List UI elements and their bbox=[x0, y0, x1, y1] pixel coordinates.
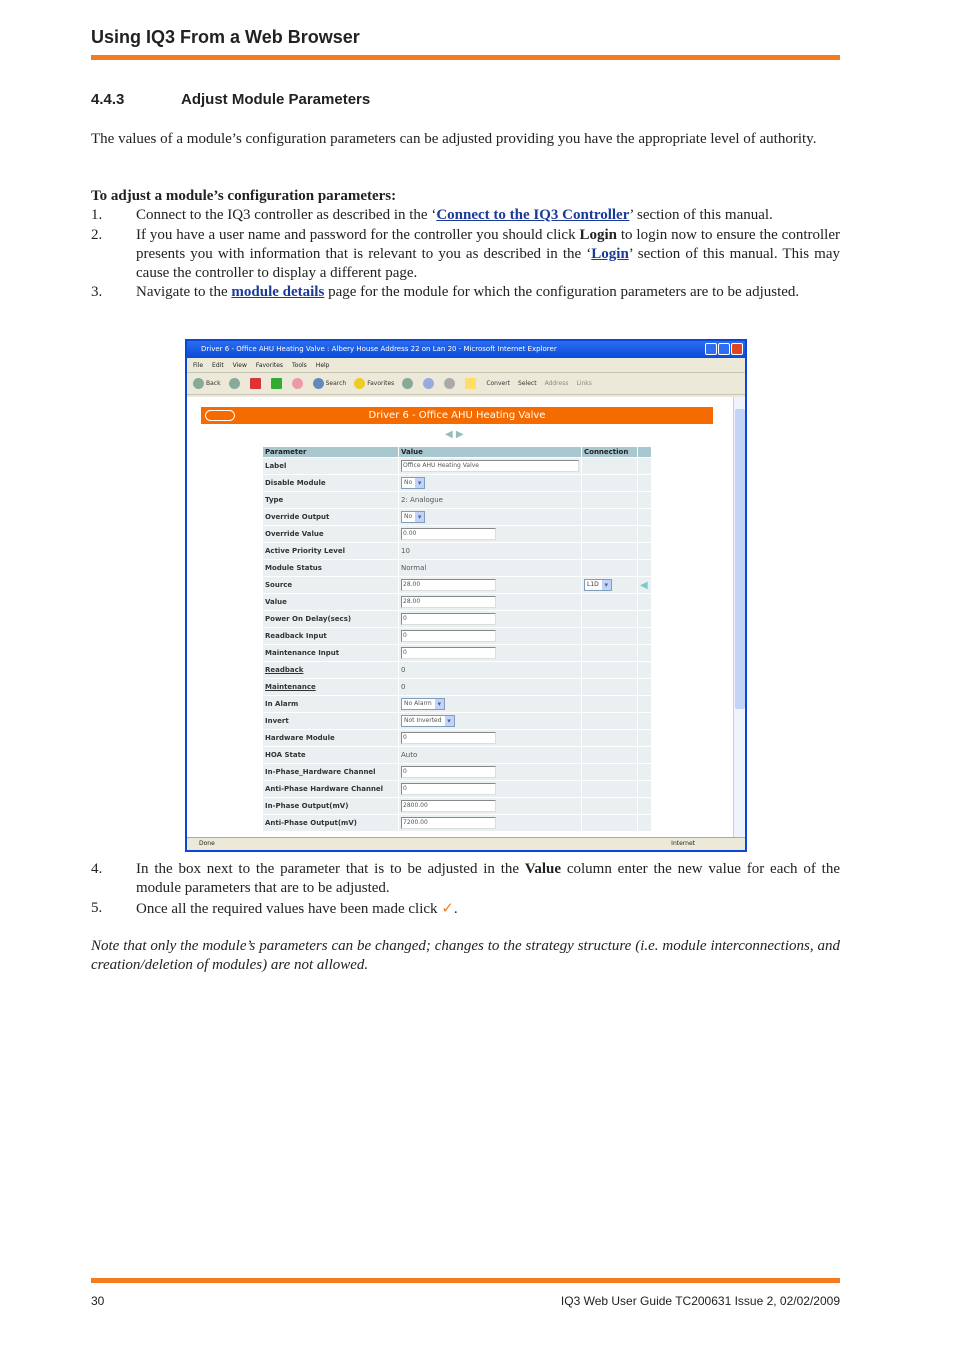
favorites-button[interactable] bbox=[354, 378, 394, 389]
table-row bbox=[263, 645, 651, 661]
step-text: ’ section of this manual. This may cause the controller to display a different page. bbox=[136, 246, 840, 281]
header-rule bbox=[91, 55, 840, 60]
parameter-label: Maintenance Input bbox=[263, 645, 398, 661]
notes-icon[interactable] bbox=[465, 378, 476, 389]
step-number: 2. bbox=[91, 227, 103, 243]
value-select[interactable] bbox=[401, 698, 445, 710]
print-icon[interactable] bbox=[444, 378, 455, 389]
table-row bbox=[263, 560, 651, 576]
parameter-label: Anti-Phase Output(mV) bbox=[263, 815, 398, 831]
parameter-label: Power On Delay(secs) bbox=[263, 611, 398, 627]
favorites-label: Favorites bbox=[367, 380, 395, 387]
parameter-label: Invert bbox=[263, 713, 398, 729]
parameter-label: Type bbox=[263, 492, 398, 508]
connection-cell bbox=[582, 560, 637, 576]
parameter-label: In-Phase Output(mV) bbox=[263, 798, 398, 814]
extra-cell bbox=[638, 611, 651, 627]
browser-window bbox=[185, 339, 747, 852]
col-connection: Connection bbox=[582, 447, 637, 457]
connection-cell bbox=[582, 628, 637, 644]
note: Note that only the module’s parameters can be changed; changes to the strategy structure (i.e. module interconnections, and creation/deletion of modules) are not allowed. bbox=[91, 938, 840, 973]
table-row bbox=[263, 628, 651, 644]
back-label: Back bbox=[206, 380, 221, 387]
connection-value: L1D bbox=[587, 581, 599, 588]
value-cell bbox=[399, 764, 581, 780]
step-text: to login now to ensure the controller presents you with information that is relevant to you as described in the ‘ bbox=[136, 227, 840, 262]
parameter-label: Source bbox=[263, 577, 398, 593]
connection-select[interactable] bbox=[584, 579, 612, 591]
table-row bbox=[263, 526, 651, 542]
table-row bbox=[263, 781, 651, 797]
extra-cell bbox=[638, 764, 651, 780]
connection-cell bbox=[582, 458, 637, 474]
extra-cell bbox=[638, 475, 651, 491]
parameter-label: Label bbox=[263, 458, 398, 474]
value-input[interactable]: 0 bbox=[401, 630, 496, 642]
window-title: Driver 6 - Office AHU Heating Valve : Albery House Address 22 on Lan 20 - Microsoft Internet Explorer bbox=[201, 345, 557, 353]
table-row bbox=[263, 577, 651, 593]
search-button[interactable] bbox=[313, 378, 347, 389]
table-row bbox=[263, 475, 651, 491]
value-cell bbox=[399, 509, 581, 525]
table-row bbox=[263, 730, 651, 746]
table-row bbox=[263, 509, 651, 525]
step-text: Navigate to the bbox=[136, 284, 232, 300]
value-input[interactable]: 0 bbox=[401, 783, 496, 795]
table-row bbox=[263, 764, 651, 780]
search-label: Search bbox=[325, 380, 347, 387]
value-input[interactable]: 28.00 bbox=[401, 579, 496, 591]
page-content bbox=[187, 397, 735, 838]
table-row bbox=[263, 713, 651, 729]
value-cell bbox=[399, 730, 581, 746]
value-cell bbox=[399, 628, 581, 644]
connection-cell bbox=[582, 798, 637, 814]
page-number: 30 bbox=[91, 1294, 105, 1308]
value-cell bbox=[399, 526, 581, 542]
mail-icon[interactable] bbox=[423, 378, 434, 389]
toolbar bbox=[187, 373, 745, 395]
menu-favorites[interactable]: Favorites bbox=[255, 362, 284, 369]
connection-cell bbox=[582, 492, 637, 508]
status-text: Done bbox=[199, 840, 215, 847]
parameter-label: In Alarm bbox=[263, 696, 398, 712]
extra-cell bbox=[638, 645, 651, 661]
step-text: page for the module for which the configuration parameters are to be adjusted. bbox=[324, 284, 800, 300]
table-row bbox=[263, 679, 651, 695]
step-number: 3. bbox=[91, 284, 103, 300]
login-bold: Login bbox=[579, 227, 617, 243]
parameter-label: Hardware Module bbox=[263, 730, 398, 746]
extra-cell bbox=[638, 815, 651, 831]
connection-cell bbox=[582, 781, 637, 797]
parameter-label[interactable]: Maintenance bbox=[263, 679, 398, 695]
connect-link[interactable]: Connect to the IQ3 Controller bbox=[436, 207, 630, 223]
close-button[interactable] bbox=[731, 343, 743, 355]
connection-cell bbox=[582, 526, 637, 542]
table-row bbox=[263, 662, 651, 678]
parameter-label: Active Priority Level bbox=[263, 543, 398, 559]
parameter-label: In-Phase_Hardware Channel bbox=[263, 764, 398, 780]
value-input[interactable]: 2800.00 bbox=[401, 800, 496, 812]
step-3 bbox=[91, 283, 840, 302]
value-select[interactable] bbox=[401, 477, 425, 489]
convert-button[interactable] bbox=[486, 380, 510, 387]
home-icon[interactable] bbox=[292, 378, 303, 389]
parameter-label: Value bbox=[263, 594, 398, 610]
connection-cell bbox=[582, 475, 637, 491]
star-icon bbox=[354, 378, 365, 389]
select-value: No Alarm bbox=[404, 700, 432, 707]
value-select[interactable] bbox=[401, 715, 455, 727]
convert-label: Convert bbox=[486, 380, 511, 387]
value-text: 0 bbox=[401, 683, 406, 691]
select-value: No bbox=[404, 479, 413, 486]
value-text: 0 bbox=[401, 666, 406, 674]
stop-icon[interactable] bbox=[250, 378, 261, 389]
back-button[interactable] bbox=[193, 378, 221, 389]
menu-edit[interactable]: Edit bbox=[212, 362, 224, 369]
step-text: ’ section of this manual. bbox=[629, 207, 773, 223]
step-text: . bbox=[453, 901, 458, 917]
connection-cell bbox=[582, 730, 637, 746]
extra-cell bbox=[638, 560, 651, 576]
select-value: Not Inverted bbox=[404, 717, 442, 724]
page-header-title: Using IQ3 From a Web Browser bbox=[91, 27, 360, 47]
menu-view[interactable]: View bbox=[232, 362, 247, 369]
table-row bbox=[263, 815, 651, 831]
module-details-link[interactable]: module details bbox=[231, 284, 325, 300]
connection-cell bbox=[582, 713, 637, 729]
parameter-label[interactable]: Readback bbox=[263, 662, 398, 678]
extra-cell bbox=[638, 798, 651, 814]
nav-arrows bbox=[445, 429, 464, 440]
value-cell bbox=[399, 594, 581, 610]
value-cell bbox=[399, 713, 581, 729]
value-cell bbox=[399, 475, 581, 491]
value-input[interactable]: 0 bbox=[401, 613, 496, 625]
parameter-label: Disable Module bbox=[263, 475, 398, 491]
value-cell bbox=[399, 696, 581, 712]
value-cell bbox=[399, 645, 581, 661]
table-row bbox=[263, 747, 651, 763]
value-cell bbox=[399, 747, 581, 763]
extra-cell bbox=[638, 781, 651, 797]
select-label: Select bbox=[518, 380, 537, 387]
connection-cell bbox=[582, 662, 637, 678]
menu-file[interactable]: File bbox=[193, 362, 204, 369]
footer-rule bbox=[91, 1278, 840, 1283]
step-4 bbox=[91, 860, 840, 898]
col-extra bbox=[638, 447, 651, 457]
table-row bbox=[263, 611, 651, 627]
history-icon[interactable] bbox=[402, 378, 413, 389]
step-number: 5. bbox=[91, 900, 103, 916]
value-text: 10 bbox=[401, 547, 410, 555]
col-parameter: Parameter bbox=[263, 447, 398, 457]
step-text: In the box next to the parameter that is to be adjusted in the bbox=[136, 861, 525, 877]
scroll-thumb[interactable] bbox=[735, 409, 745, 709]
parameter-label: Anti-Phase Hardware Channel bbox=[263, 781, 398, 797]
extra-cell bbox=[638, 526, 651, 542]
value-input[interactable]: 0 bbox=[401, 647, 496, 659]
table-row bbox=[263, 696, 651, 712]
connection-cell bbox=[582, 679, 637, 695]
table-row bbox=[263, 594, 651, 610]
extra-cell bbox=[638, 662, 651, 678]
step-5 bbox=[91, 899, 840, 919]
extra-cell bbox=[638, 492, 651, 508]
value-cell bbox=[399, 798, 581, 814]
select-button[interactable] bbox=[518, 380, 537, 387]
value-input[interactable]: 0 bbox=[401, 732, 496, 744]
table-row bbox=[263, 543, 651, 559]
value-select[interactable] bbox=[401, 511, 425, 523]
connection-cell bbox=[582, 696, 637, 712]
value-cell bbox=[399, 560, 581, 576]
col-value: Value bbox=[399, 447, 581, 457]
section-number: 4.4.3 bbox=[91, 91, 125, 108]
connection-cell bbox=[582, 815, 637, 831]
connection-cell bbox=[582, 543, 637, 559]
value-cell bbox=[399, 458, 581, 474]
value-cell bbox=[399, 492, 581, 508]
connection-cell bbox=[582, 594, 637, 610]
zone-text: Internet bbox=[671, 840, 695, 847]
step-number: 1. bbox=[91, 207, 103, 223]
value-cell bbox=[399, 662, 581, 678]
extra-cell bbox=[638, 594, 651, 610]
value-input[interactable]: 7200.00 bbox=[401, 817, 496, 829]
module-banner bbox=[201, 407, 713, 424]
connection-cell bbox=[582, 577, 637, 593]
refresh-icon[interactable] bbox=[271, 378, 282, 389]
value-input[interactable]: Office AHU Heating Valve bbox=[401, 460, 579, 472]
value-input[interactable]: 0 bbox=[401, 766, 496, 778]
extra-cell bbox=[638, 730, 651, 746]
checkmark-icon: ✓ bbox=[441, 899, 454, 917]
section-title: Adjust Module Parameters bbox=[181, 91, 371, 108]
menu-help[interactable]: Help bbox=[315, 362, 330, 369]
step-text: column enter the new value for each of the module parameters that are to be adjusted. bbox=[136, 861, 840, 896]
connection-cell bbox=[582, 509, 637, 525]
value-cell bbox=[399, 815, 581, 831]
table-row bbox=[263, 798, 651, 814]
table-row bbox=[263, 492, 651, 508]
extra-cell bbox=[638, 696, 651, 712]
step-text: If you have a user name and password for the controller you should click bbox=[136, 227, 580, 243]
address-label[interactable]: Address bbox=[544, 380, 569, 387]
forward-icon[interactable] bbox=[229, 378, 240, 389]
login-link[interactable]: Login bbox=[591, 246, 629, 262]
value-input[interactable]: 0.00 bbox=[401, 528, 496, 540]
procedure-title: To adjust a module’s configuration parameters: bbox=[91, 188, 397, 204]
prev-arrow-icon[interactable]: ◀ bbox=[445, 429, 453, 440]
vertical-scrollbar[interactable] bbox=[733, 397, 745, 838]
value-text: Auto bbox=[401, 751, 418, 759]
step-1 bbox=[91, 206, 840, 225]
search-icon bbox=[313, 378, 324, 389]
parameter-label: Readback Input bbox=[263, 628, 398, 644]
select-value: No bbox=[404, 513, 413, 520]
parameter-label: Module Status bbox=[263, 560, 398, 576]
links-label[interactable]: Links bbox=[576, 380, 592, 387]
back-icon bbox=[193, 378, 204, 389]
parameter-label: Override Value bbox=[263, 526, 398, 542]
value-cell bbox=[399, 611, 581, 627]
step-2 bbox=[91, 226, 840, 283]
document-info: IQ3 Web User Guide TC200631 Issue 2, 02/02/2009 bbox=[560, 1294, 840, 1308]
menu-bar bbox=[187, 358, 745, 373]
value-text: 2: Analogue bbox=[401, 496, 443, 504]
maximize-button[interactable] bbox=[718, 343, 730, 355]
extra-cell bbox=[638, 713, 651, 729]
menu-tools[interactable]: Tools bbox=[292, 362, 307, 369]
section-heading bbox=[91, 91, 371, 108]
title-bar bbox=[187, 341, 745, 358]
table-row bbox=[263, 458, 651, 474]
value-input[interactable]: 28.00 bbox=[401, 596, 496, 608]
step-text: Connect to the IQ3 controller as described in the ‘ bbox=[136, 207, 437, 223]
extra-cell bbox=[638, 679, 651, 695]
pointer-arrow-icon[interactable]: ◀ bbox=[640, 579, 648, 591]
value-cell bbox=[399, 577, 581, 593]
connection-cell bbox=[582, 611, 637, 627]
connection-cell bbox=[582, 747, 637, 763]
intro-paragraph: The values of a module’s configuration parameters can be adjusted providing you have the appropriate level of authority. bbox=[91, 131, 817, 147]
parameter-label: Override Output bbox=[263, 509, 398, 525]
refresh-icon[interactable] bbox=[205, 410, 235, 421]
value-cell bbox=[399, 679, 581, 695]
extra-cell bbox=[638, 458, 651, 474]
next-arrow-icon[interactable]: ▶ bbox=[455, 429, 464, 440]
connection-cell bbox=[582, 645, 637, 661]
extra-cell bbox=[638, 543, 651, 559]
step-number: 4. bbox=[91, 861, 103, 877]
extra-cell bbox=[638, 577, 651, 593]
extra-cell bbox=[638, 747, 651, 763]
extra-cell bbox=[638, 509, 651, 525]
value-bold: Value bbox=[524, 861, 562, 877]
value-cell bbox=[399, 781, 581, 797]
status-bar bbox=[187, 837, 745, 850]
connection-cell bbox=[582, 764, 637, 780]
banner-title: Driver 6 - Office AHU Heating Valve bbox=[368, 410, 546, 421]
extra-cell bbox=[638, 628, 651, 644]
value-cell bbox=[399, 543, 581, 559]
parameter-label: HOA State bbox=[263, 747, 398, 763]
value-text: Normal bbox=[401, 564, 427, 572]
step-text: Once all the required values have been made click bbox=[136, 901, 442, 917]
parameter-table bbox=[262, 446, 652, 832]
minimize-button[interactable] bbox=[705, 343, 717, 355]
